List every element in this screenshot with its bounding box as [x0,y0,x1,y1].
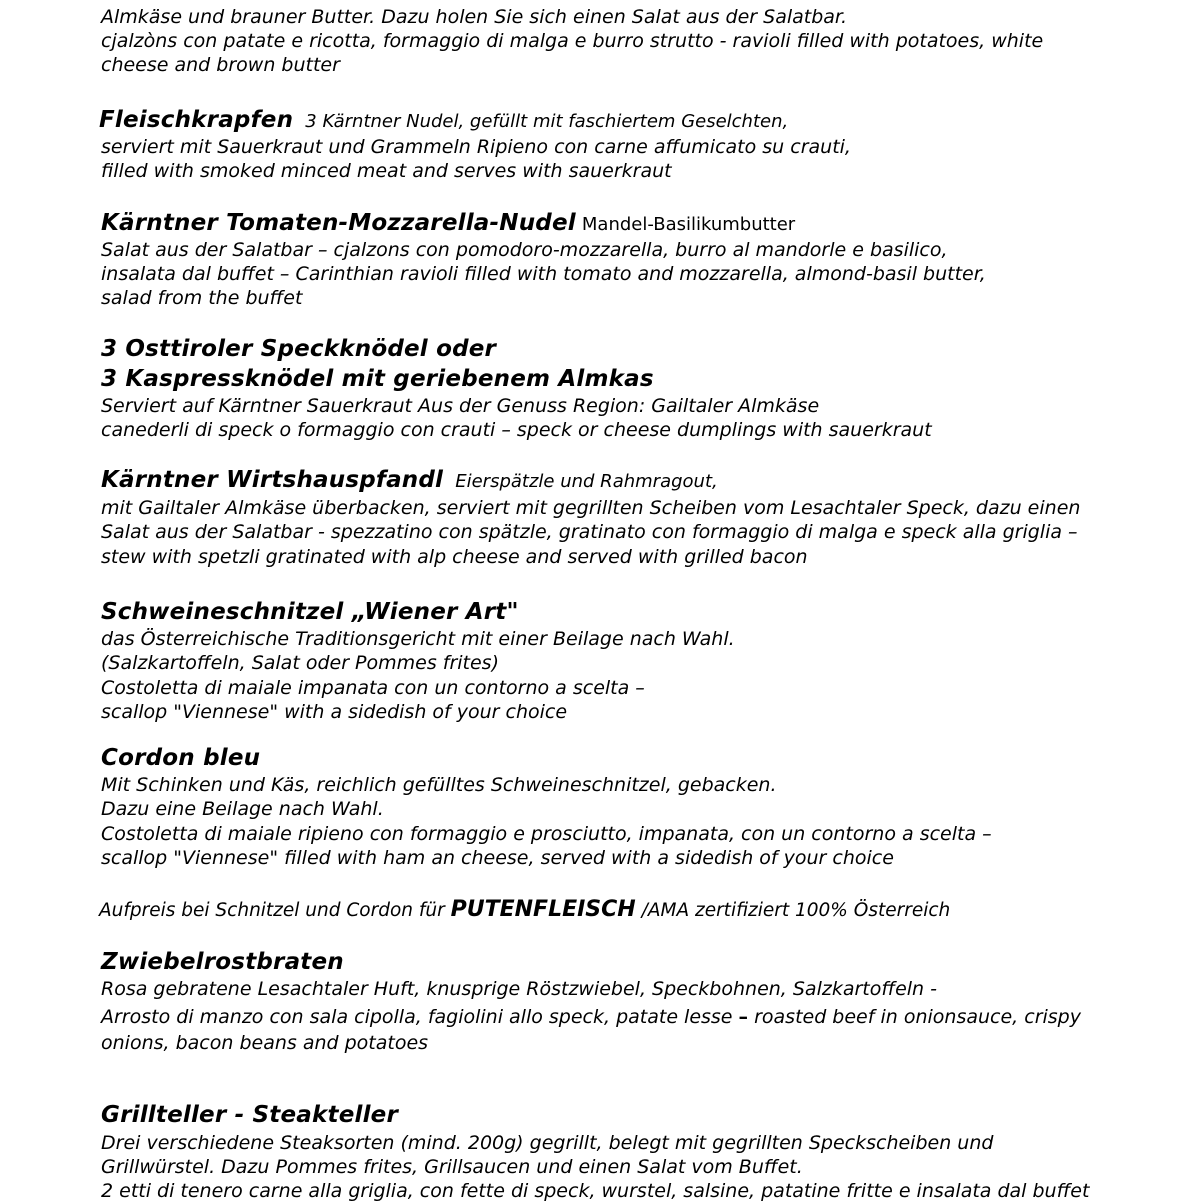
dash: – [738,1006,749,1028]
intro-line-1: Almkäse und brauner Butter. Dazu holen Sie sich einen Salat aus der Salatbar. [101,6,848,28]
surcharge-note [99,898,950,923]
dish-description-line: Rosa gebratene Lesachtaler Huft, knusprige Röstzwiebel, Speckbohnen, Salzkartoffeln - [101,978,937,1000]
dish-description-line: Dazu eine Beilage nach Wahl. [101,798,384,820]
dish-title-grill: Grillteller - Steakteller [101,1102,399,1128]
dish-description-line: salad from the buffet [101,287,303,309]
dish-description-line: canederli di speck o formaggio con crauti – speck or cheese dumplings with sauerkraut [101,419,932,441]
surcharge-text: Aufpreis bei Schnitzel und Cordon für [99,900,451,921]
dish-description-line: Serviert auf Kärntner Sauerkraut Aus der Genuss Region: Gailtaler Almkäse [101,395,820,417]
dish-title-schnitzel: Schweineschnitzel „Wiener Art" [101,599,519,625]
dish-description-line [101,1005,1081,1029]
dish-description-line: serviert mit Sauerkraut und Grammeln Ripieno con carne affumicato su crauti, [101,136,851,158]
dish-title-zwiebel: Zwiebelrostbraten [101,949,344,975]
dish-description-line: insalata dal buffet – Carinthian ravioli filled with tomato and mozzarella, almond-basil butter, [101,263,986,285]
dish-subtitle: Mandel-Basilikumbutter [581,214,796,235]
zwiebel-line2-part: Arrosto di manzo con sala cipolla, fagiolini allo speck, patate lesse [101,1006,739,1028]
dish-description-line: Costoletta di maiale impanata con un contorno a scelta – [101,677,645,699]
dish-description-line: Mit Schinken und Käs, reichlich gefülltes Schweineschnitzel, gebacken. [101,774,777,796]
dish-description-line: onions, bacon beans and potatoes [101,1032,429,1054]
surcharge-text-after: /AMA zertifiziert 100% Österreich [635,900,951,921]
dish-description-line: stew with spetzli gratinated with alp cheese and served with grilled bacon [101,546,808,568]
dish-title: Kärntner Tomaten-Mozzarella-Nudel [101,210,576,236]
intro-line-3: cheese and brown butter [101,54,340,76]
dish-description-line: filled with smoked minced meat and serves with sauerkraut [101,160,672,182]
dish-subtitle: Eierspätzle und Rahmragout, [455,471,718,492]
dish-pfandl [101,468,718,494]
surcharge-emphasis: PUTENFLEISCH [450,897,636,922]
dish-description-line: Drei verschiedene Steaksorten (mind. 200g) gegrillt, belegt mit gegrillten Speckscheiben und [101,1132,994,1154]
intro-line-2: cjalzòns con patate e ricotta, formaggio di malga e burro strutto - ravioli filled with potatoes, white [101,30,1044,52]
dish-description-line: Grillwürstel. Dazu Pommes frites, Grillsaucen und einen Salat vom Buffet. [101,1156,803,1178]
dish-description-line: Costoletta di maiale ripieno con formaggio e prosciutto, impanata, con un contorno a scelta – [101,823,992,845]
dish-subtitle: 3 Kärntner Nudel, gefüllt mit faschiertem Geselchten, [305,111,789,132]
dish-fleischkrapfen [99,108,788,134]
dish-description-line: das Österreichische Traditionsgericht mit einer Beilage nach Wahl. [101,628,735,650]
dish-title-knoedel-1: 3 Osttiroler Speckknödel oder [101,336,497,362]
dish-tomaten-nudel [101,211,795,237]
dish-title: Kärntner Wirtshauspfandl [101,467,444,493]
dish-title: Fleischkrapfen [99,107,294,133]
dish-description-line: Salat aus der Salatbar – cjalzons con pomodoro-mozzarella, burro al mandorle e basilico, [101,239,948,261]
dish-description-line: mit Gailtaler Almkäse überbacken, serviert mit gegrillten Scheiben vom Lesachtaler Speck, dazu einen [101,497,1081,519]
dish-description-line: 2 etti di tenero carne alla griglia, con fette di speck, wurstel, salsine, patatine fritte e insalata dal buffet [101,1180,1090,1202]
dish-description-line: Salat aus der Salatbar - spezzatino con spätzle, gratinato con formaggio di malga e speck alla griglia – [101,521,1078,543]
dish-description-line: scallop "Viennese" filled with ham an cheese, served with a sidedish of your choice [101,847,894,869]
zwiebel-line2-part: roasted beef in onionsauce, crispy [748,1006,1081,1028]
dish-description-line: scallop "Viennese" with a sidedish of your choice [101,701,568,723]
dish-title-knoedel-2: 3 Kaspressknödel mit geriebenem Almkas [101,366,654,392]
dish-description-line: (Salzkartoffeln, Salat oder Pommes frites) [101,652,499,674]
dish-title-cordon: Cordon bleu [101,745,261,771]
